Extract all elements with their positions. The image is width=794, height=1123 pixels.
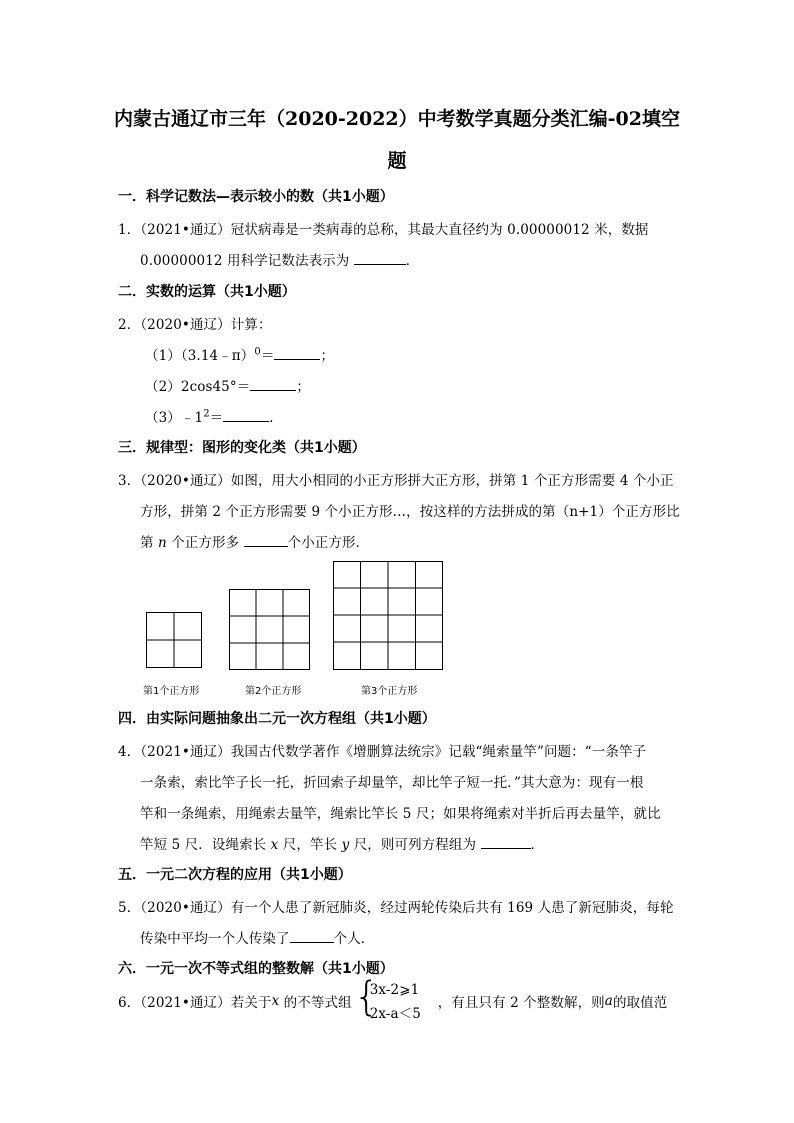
inequality-1: 3x-2⩾1 <box>369 982 420 998</box>
document-title-line-2: 题 <box>387 150 407 172</box>
q1-line-1: 1．（2021•通辽）冠状病毒是一类病毒的总称，其最大直径约为 0.00000012 米，数据 <box>118 222 649 238</box>
system-brace: { <box>353 974 380 1020</box>
figure-square-2-grid <box>229 589 310 670</box>
q5-line-1: 5．（2020•通辽）有一个人患了新冠肺炎，经过两轮传染后共有 169 人患了新冠肺炎，每轮 <box>118 900 674 916</box>
q4-answer-blank[interactable] <box>481 835 531 849</box>
q2-part-1: （1）（3.14﹣π）$^0$＝ ； <box>145 346 335 364</box>
section-heading-5: 五．一元二次方程的应用（共1小题） <box>118 867 352 883</box>
figure-square-1-grid <box>146 612 202 668</box>
q3-answer-blank[interactable] <box>244 533 288 547</box>
q4-line-3: 竿和一条绳索，用绳索去量竿，绳索比竿长 5 尺；如果将绳索对半折后再去量竿，就比 <box>140 806 661 822</box>
q2-part-3: $(3)﹣1^2=$ ． <box>145 408 283 426</box>
q5-answer-blank[interactable] <box>290 929 334 943</box>
q3-line-1: 3．（2020•通辽）如图，用大小相同的小正方形拼大正方形，拼第 1 个正方形需要 4 个小正 <box>118 473 674 489</box>
figure-label-3: 第3个正方形 <box>361 686 418 697</box>
section-heading-2: 二．实数的运算（共1小题） <box>118 284 296 300</box>
q4-line-4: 竿短 5 尺．设绳索长 x 尺，竿长 y 尺，则可列方程组为 ． <box>140 837 545 853</box>
section-heading-6: 六．一元一次不等式组的整数解（共1小题） <box>118 961 394 977</box>
q1-answer-blank[interactable] <box>354 251 406 265</box>
section-heading-4: 四．由实际问题抽象出二元一次方程组（共1小题） <box>118 711 436 727</box>
inequality-system <box>353 974 436 1022</box>
section-heading-1: 一．科学记数法—表示较小的数（共1小题） <box>118 189 394 205</box>
q4-line-1: 4．（2021•通辽）我国古代数学著作《增删算法统宗》记载“绳索量竿”问题：“一条竿子 <box>118 744 647 760</box>
document-title-line-1: 内蒙古通辽市三年（2020-2022）中考数学真题分类汇编-02填空 <box>114 108 680 130</box>
q3-line-3: 第 n 个正方形多 个小正方形． <box>140 535 370 551</box>
q2-line-1: 2．（2020•通辽）计算： <box>118 317 272 333</box>
q4-line-2: 一条索，索比竿子长一托，折回索子却量竿，却比竿子短一托．”其大意为：现有一根 <box>140 775 644 791</box>
q1-line-2: 0.00000012 用科学记数法表示为 ． <box>140 253 420 269</box>
q2-part-2: （2）2cos45°＝ ； <box>145 379 310 395</box>
q2-part-2-blank[interactable] <box>250 377 296 391</box>
figure-label-1: 第1个正方形 <box>143 686 200 697</box>
q6-line-1: 6．（2021•通辽）若关于x 的不等式组 { 3x-2⩾1 2x-a＜5 ，有且只有 2 个整数解，则a的取值范 <box>118 974 668 1022</box>
q3-line-2: 方形，拼第 2 个正方形需要 9 个小正方形…，按这样的方法拼成的第（n+1）个正方形比 <box>140 504 680 520</box>
section-heading-3: 三．规律型：图形的变化类（共1小题） <box>118 440 366 456</box>
q5-line-2: 传染中平均一个人传染了 个人． <box>140 931 375 947</box>
inequality-2: 2x-a＜5 <box>369 1006 421 1022</box>
q2-part-1-blank[interactable] <box>274 346 320 360</box>
figure-label-2: 第2个正方形 <box>245 686 302 697</box>
figure-square-3-grid <box>333 561 443 670</box>
q2-part-3-blank[interactable] <box>223 408 269 422</box>
